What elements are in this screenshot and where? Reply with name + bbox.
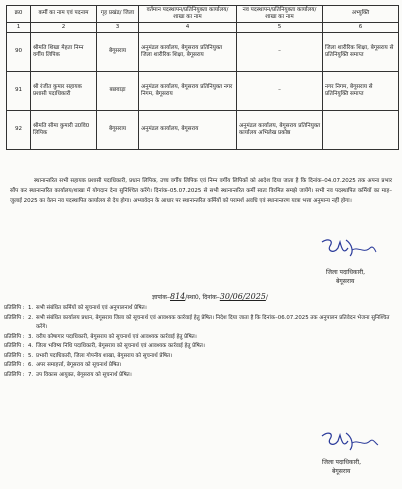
cc-text: सभी संबंधित कर्मियों को सूचनार्थ एवं अनुपालनार्थ प्रेषित। xyxy=(36,305,147,311)
memo-end: / xyxy=(265,294,268,301)
cc-label: प्रतिलिपि : xyxy=(4,362,25,368)
col-number: 5 xyxy=(237,22,323,32)
table-row xyxy=(7,110,399,149)
cc-text: अपर समाहर्त्ता, बेगूसराय को सूचनार्थ प्रेषित। xyxy=(36,362,122,368)
row-current: अनुमंडल कार्यालय, बेगूसराय प्रतिनियुक्त जिला शारीरिक शिक्षा, बेगूसराय xyxy=(139,32,237,71)
list-item xyxy=(4,342,396,352)
list-item xyxy=(4,333,396,343)
cc-text: उप विकास आयुक्त, बेगूसराय को सूचनार्थ प्रेषित। xyxy=(36,371,132,378)
cc-bullet: 1. xyxy=(28,305,34,311)
table-row xyxy=(7,32,399,71)
cc-bullet: 5. xyxy=(28,352,34,359)
list-item xyxy=(4,361,396,371)
list-item xyxy=(4,371,396,381)
row-serial: 92 xyxy=(7,110,31,149)
signatory-title: जिला पदाधिकारी, xyxy=(326,269,366,276)
list-item xyxy=(4,352,396,362)
column-number-row xyxy=(7,22,399,32)
header-serial: क्र0 xyxy=(7,6,31,23)
table-row xyxy=(7,71,399,110)
header-name: कर्मी का नाम एवं पदनाम xyxy=(31,6,97,23)
row-remark: नगर निगम, बेगूसराय से प्रतिनियुक्ति समाप्त xyxy=(323,71,399,110)
signature-scribble-icon xyxy=(318,428,380,454)
row-name: श्रीमति शिखा मेहता निम्न वर्गीय लिपिक xyxy=(31,32,97,71)
row-serial: 90 xyxy=(7,32,31,71)
cc-text: सभी संबंधित कार्यालय प्रधान, बेगूसराय जिला को सूचनार्थ एवं आवश्यक कार्रवाई हेतु प्रेषित। निदेश दिया जाता है कि दिनांक–06.07.2025 तक अनुपालन प्रतिवेदन भेजना सुनिश्चित करेंगे। xyxy=(36,314,390,330)
row-home: बेगूसराय xyxy=(97,32,139,71)
cc-bullet: 6. xyxy=(28,362,34,368)
row-name: श्री रंजीत कुमार सहायक प्रशासी पदाधिकारी xyxy=(31,71,97,110)
row-new: – xyxy=(237,32,323,71)
row-current: अनुमंडल कार्यालय, बेगूसराय प्रतिनियुक्त नगर निगम, बेगूसराय xyxy=(139,71,237,110)
row-home: बछवाड़ा xyxy=(97,71,139,110)
cc-label: प्रतिलिपि : xyxy=(4,314,25,321)
cc-label: प्रतिलिपि : xyxy=(4,343,25,349)
signature-block-1 xyxy=(326,268,365,286)
col-number: 1 xyxy=(7,22,31,32)
cc-label: प्रतिलिपि : xyxy=(4,352,25,359)
header-remark: अभ्युक्ति xyxy=(323,6,399,23)
row-remark: जिला शारीरिक शिक्षा, बेगूसराय से प्रतिनियुक्ति समाप्त xyxy=(323,32,399,71)
memo-prefix: ज्ञापांक– xyxy=(152,294,170,301)
col-number: 4 xyxy=(139,22,237,32)
order-paragraph: स्थानान्तरित सभी सहायक प्रशासी पदाधिकारी, प्रधान लिपिक, उच्च वर्गीय लिपिक एवं निम्न वर्गीय लिपिकों को आदेश दिया जाता है कि दिनांक–04.07.2025 तक अपना प्रभार सौंप कर स्थानान्तरित कार्यालय/शाखा में योगदान देना सुनिश्चित करेंगे। दिनांक–05.07.2025 से सभी स्थानान्तरित कर्मी स्वतः विरमित समझे जायेंगे। सभी नव पदस्थापित कर्मियों का माह–जुलाई 2025 का वेतन नव पदस्थापित कार्यालय से देय होगा। अभ्यावेदन के आधार पर स्थानान्तरित कर्मियों को परामर्श अवधि एवं स्थानान्तरण यात्रा भत्ता अनुमान्य नहीं होगा। xyxy=(10,178,392,204)
cc-label: प्रतिलिपि : xyxy=(4,371,25,378)
row-home: बेगूसराय xyxy=(97,110,139,149)
cc-text: जिला भविष्य निधि पदाधिकारी, बेगूसराय को सूचनार्थ एवं आवश्यक कार्रवाई हेतु प्रेषित। xyxy=(36,343,205,349)
signature-block-2 xyxy=(322,458,361,476)
copy-to-list xyxy=(4,304,396,380)
transfer-table xyxy=(6,5,399,150)
row-serial: 91 xyxy=(7,71,31,110)
signatory-place: बेगूसराय xyxy=(332,468,351,475)
memo-reference xyxy=(152,292,268,301)
memo-sep: /स्था0, दिनांक– xyxy=(185,294,220,301)
row-new: – xyxy=(237,71,323,110)
cc-label: प्रतिलिपि : xyxy=(4,305,25,311)
signature-scribble-icon xyxy=(318,236,378,260)
row-remark xyxy=(323,110,399,149)
header-new: नव पदस्थापन/प्रतिनियुक्ता कार्यालय/शाखा का नाम xyxy=(237,6,323,23)
cc-bullet: 3. xyxy=(28,333,34,340)
col-number: 2 xyxy=(31,22,97,32)
list-item xyxy=(4,314,396,333)
memo-date: 30/06/2025 xyxy=(219,292,266,301)
col-number: 6 xyxy=(323,22,399,32)
cc-text: प्रभारी पदाधिकारी, जिला गोपनीय शाखा, बेगूसराय को सूचनार्थ प्रेषित। xyxy=(36,352,173,359)
signatory-title: जिला पदाधिकारी, xyxy=(322,459,362,466)
row-new: अनुमंडल कार्यालय, बेगूसराय प्रतिनियुक्त कार्यालय अभिलेख प्रकोष्ठ xyxy=(237,110,323,149)
header-current: वर्तमान पदस्थापन/प्रतिनियुक्ता कार्यालय/शाखा का नाम xyxy=(139,6,237,23)
col-number: 3 xyxy=(97,22,139,32)
cc-bullet: 2. xyxy=(28,314,34,321)
memo-number: 814 xyxy=(169,292,186,301)
header-home: गृह प्रखंड/ जिला xyxy=(97,6,139,23)
signature-1 xyxy=(318,236,378,264)
list-item xyxy=(4,304,396,314)
cc-bullet: 4. xyxy=(28,343,34,349)
row-current: अनुमंडल कार्यालय, बेगूसराय xyxy=(139,110,237,149)
signature-2 xyxy=(318,428,380,458)
cc-label: प्रतिलिपि : xyxy=(4,333,25,340)
cc-bullet: 7. xyxy=(28,371,34,378)
signatory-place: बेगूसराय xyxy=(336,278,355,285)
row-name: श्रीमति सीमा कुमारी उ0वि0 लिपिक xyxy=(31,110,97,149)
table-header-row xyxy=(7,6,399,23)
cc-text: वरीय कोषागार पदाधिकारी, बेगूसराय को सूचनार्थ एवं आवश्यक कार्रवाई हेतु प्रेषित। xyxy=(36,333,197,340)
